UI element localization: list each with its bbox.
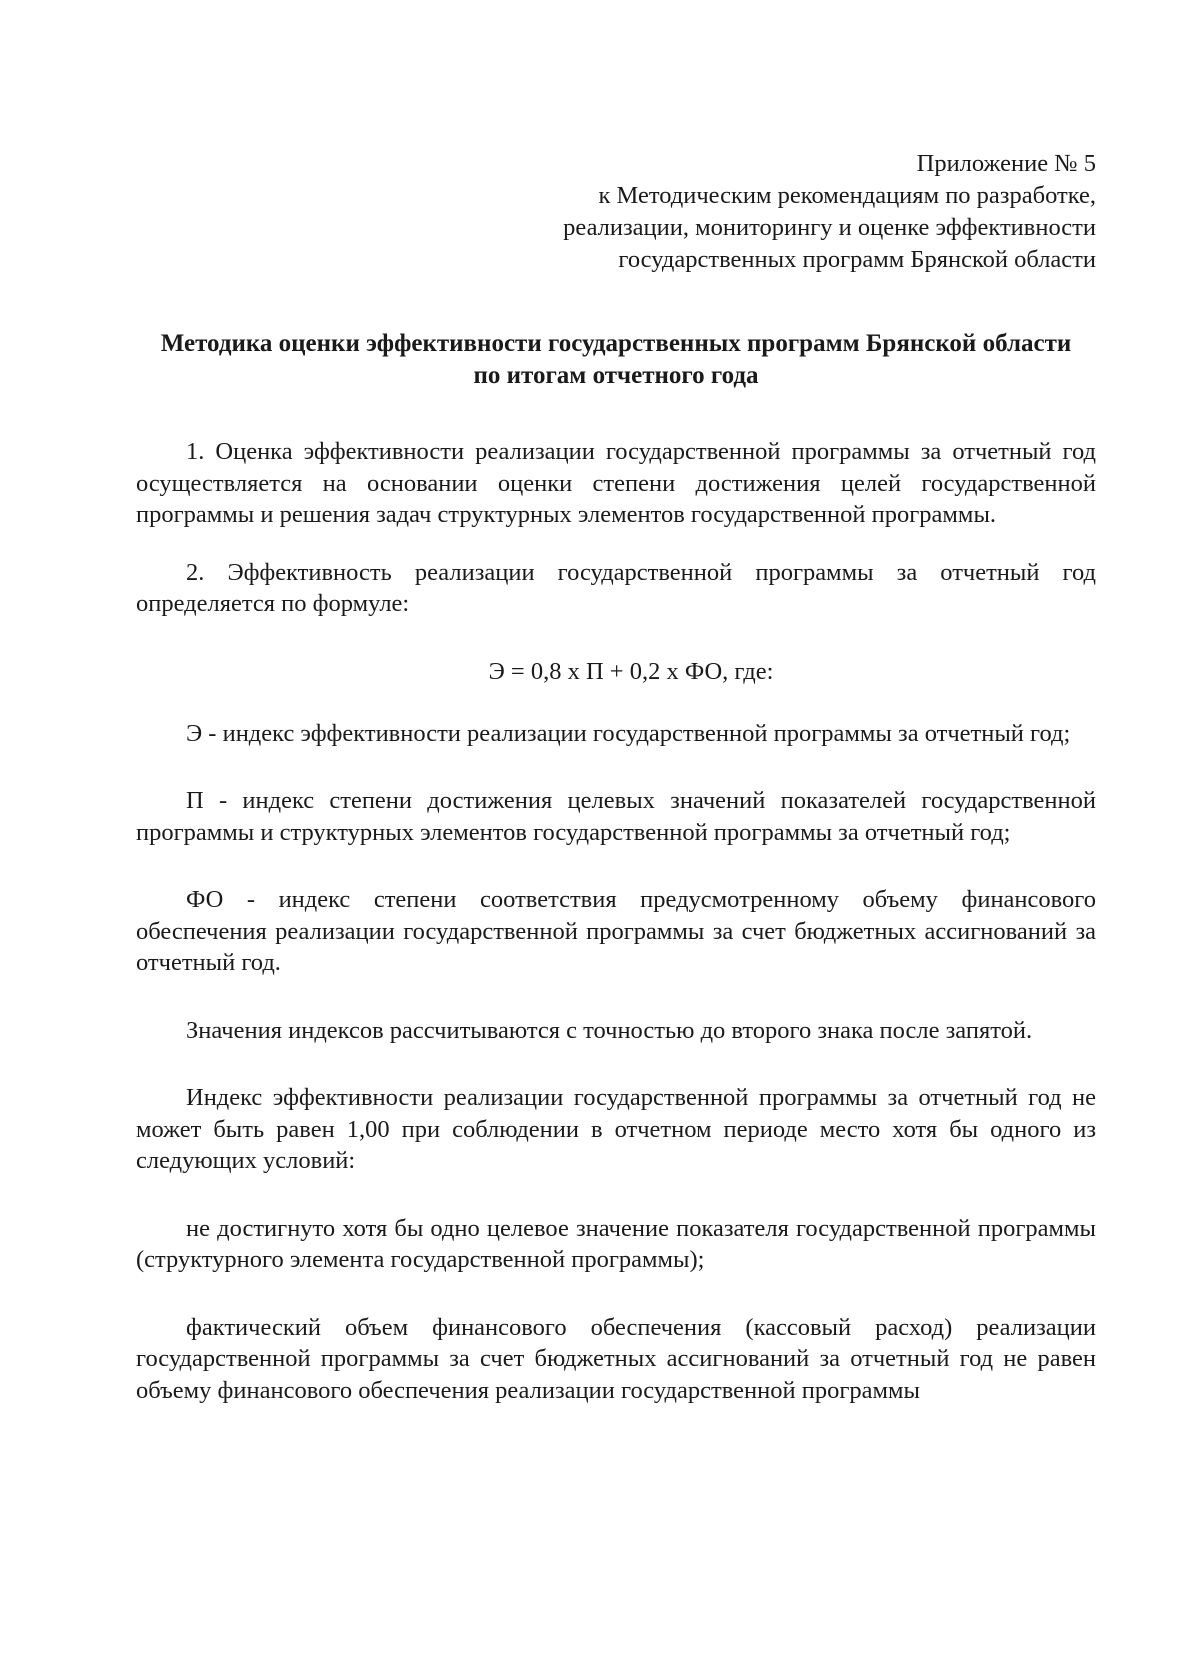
document-content <box>136 148 1096 1406</box>
appendix-reference-line-1: к Методическим рекомендациям по разработке, <box>598 182 1096 209</box>
conditions-intro: Индекс эффективности реализации государственной программы за отчетный год не может быть равен 1,00 при соблюдении в отчетном периоде место хотя бы одного из следующих условий: <box>136 1084 1096 1174</box>
definition-e: Э - индекс эффективности реализации государственной программы за отчетный год; <box>186 719 1071 747</box>
efficiency-formula: Э = 0,8 х П + 0,2 х ФО, где: <box>488 657 774 685</box>
definition-fo: ФО - индекс степени соответствия предусмотренному объему финансового обеспечения реализации государственной программы за счет бюджетных ассигнований за отчетный год. <box>136 886 1096 976</box>
condition-1: не достигнуто хотя бы одно целевое значение показателя государственной программы (структурного элемента государственной программы); <box>136 1214 1096 1273</box>
appendix-reference-line-3: государственных программ Брянской области <box>618 246 1096 273</box>
paragraph-2: 2. Эффективность реализации государственной программы за отчетный год определяется по формуле: <box>136 558 1096 617</box>
appendix-number: Приложение № 5 <box>916 150 1096 177</box>
document-title: Методика оценки эффективности государственных программ Брянской области по итогам отчетного года <box>160 330 1072 389</box>
condition-2: фактический объем финансового обеспечения (кассовый расход) реализации государственной программы за счет бюджетных ассигнований за отчетный год не равен объему финансового обеспечения реализации государственной программы <box>136 1313 1096 1404</box>
appendix-header <box>136 148 1096 276</box>
appendix-reference-line-2: реализации, мониторингу и оценке эффективности <box>563 214 1096 241</box>
paragraph-1: 1. Оценка эффективности реализации государственной программы за отчетный год осуществляется на основании оценки степени достижения целей государственной программы и решения задач структурных элементов государственной программы. <box>136 438 1096 528</box>
precision-note: Значения индексов рассчитываются с точностью до второго знака после запятой. <box>186 1016 1033 1044</box>
definition-p: П - индекс степени достижения целевых значений показателей государственной программы и структурных элементов государственной программы за отчетный год; <box>136 787 1096 846</box>
